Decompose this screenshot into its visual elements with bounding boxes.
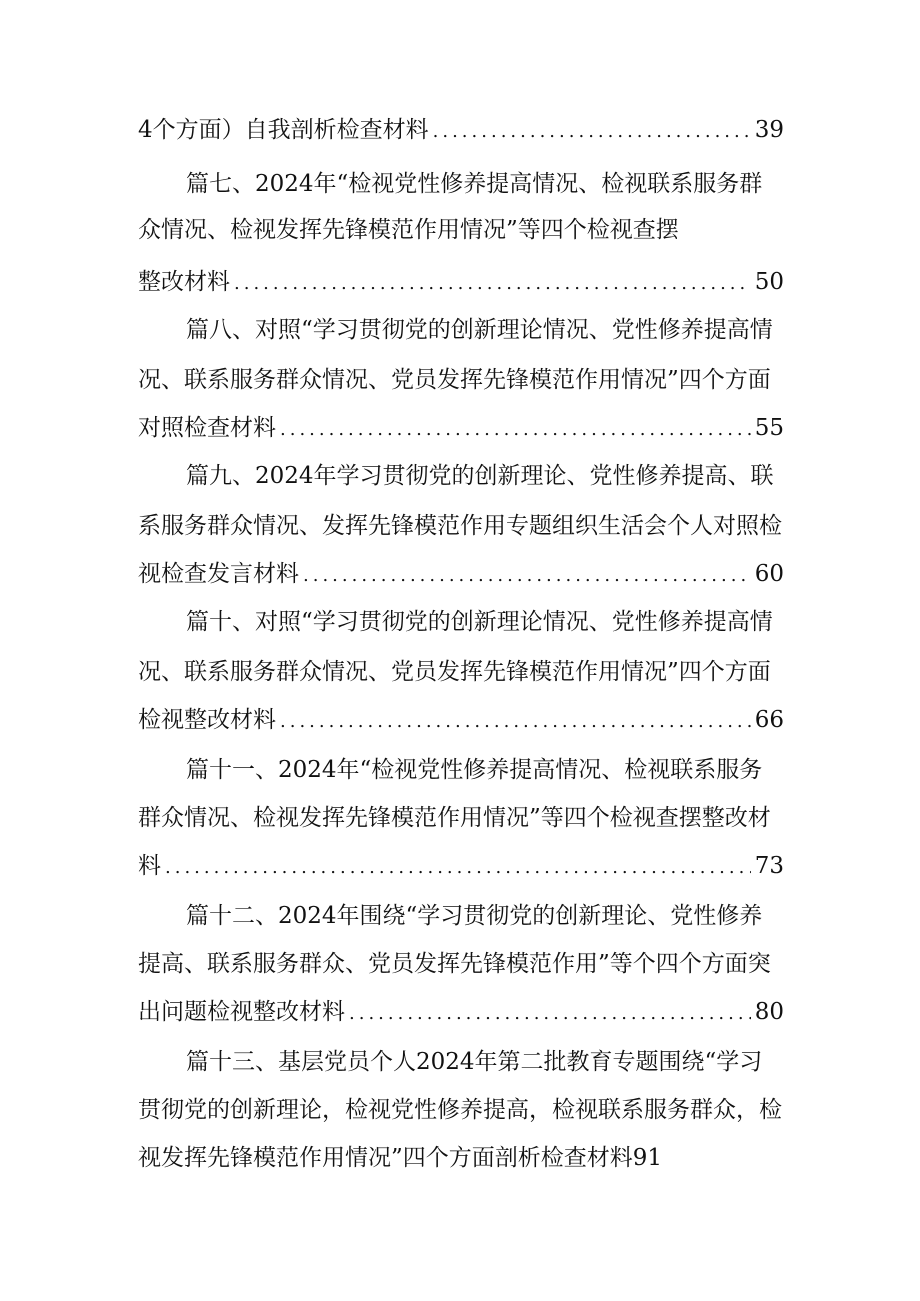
page-number: 73: [754, 853, 784, 879]
toc-line[interactable]: 篇九、2024年学习贯彻党的创新理论、党性修养提高、联: [186, 463, 774, 489]
toc-entry-11-end[interactable]: [138, 850, 784, 882]
toc-entry-12-end[interactable]: [138, 996, 784, 1028]
toc-line[interactable]: 篇十二、2024年围绕“学习贯彻党的创新理论、党性修养: [186, 903, 763, 929]
toc-line[interactable]: 况、联系服务群众情况、党员发挥先锋模范作用情况”四个方面: [138, 367, 771, 393]
dot-leader: [234, 268, 751, 298]
toc-line-text: 出问题检视整改材料: [138, 999, 345, 1025]
toc-entry-6-end[interactable]: [138, 114, 784, 146]
toc-line[interactable]: 篇十一、2024年“检视党性修养提高情况、检视联系服务: [186, 757, 763, 783]
toc-line[interactable]: 况、联系服务群众情况、党员发挥先锋模范作用情况”四个方面: [138, 659, 771, 685]
page-number: 66: [754, 707, 784, 733]
toc-line-text: 料: [138, 853, 161, 879]
toc-line[interactable]: 篇七、2024年“检视党性修养提高情况、检视联系服务群: [186, 171, 763, 197]
dot-leader: [433, 116, 751, 146]
dot-leader: [165, 852, 751, 882]
toc-entry-10-end[interactable]: [138, 704, 784, 736]
toc-line[interactable]: 篇八、对照“学习贯彻党的创新理论情况、党性修养提高情: [186, 317, 773, 343]
dot-leader: [280, 414, 751, 444]
page-number: 80: [754, 999, 784, 1025]
toc-line[interactable]: 提高、联系服务群众、党员发挥先锋模范作用”等个四个方面突: [138, 951, 771, 977]
toc-line[interactable]: 群众情况、检视发挥先锋模范作用情况”等四个检视查摆整改材: [138, 805, 771, 831]
page-number: 55: [754, 415, 784, 441]
page-number: 60: [754, 561, 784, 587]
dot-leader: [349, 998, 751, 1028]
toc-line[interactable]: 系服务群众情况、发挥先锋模范作用专题组织生活会个人对照检: [138, 513, 782, 539]
toc-line[interactable]: 众情况、检视发挥先锋模范作用情况”等四个检视查摆: [138, 217, 679, 243]
toc-line[interactable]: 视发挥先锋模范作用情况”四个方面剖析检查材料91: [138, 1145, 663, 1171]
toc-entry-9-end[interactable]: [138, 558, 784, 590]
toc-line-text: 检视整改材料: [138, 707, 276, 733]
page-number: 39: [754, 117, 784, 143]
toc-line-text: 视检查发言材料: [138, 561, 299, 587]
toc-line[interactable]: 篇十三、基层党员个人2024年第二批教育专题围绕“学习: [186, 1049, 763, 1075]
toc-entry-8-end[interactable]: [138, 412, 784, 444]
toc-line-text: 4个方面）自我剖析检查材料: [138, 117, 429, 143]
toc-line[interactable]: 篇十、对照“学习贯彻党的创新理论情况、党性修养提高情: [186, 609, 773, 635]
dot-leader: [280, 706, 751, 736]
toc-line-text: 对照检查材料: [138, 415, 276, 441]
toc-entry-7-end[interactable]: [138, 266, 784, 298]
dot-leader: [303, 560, 751, 590]
toc-line[interactable]: 贯彻党的创新理论，检视党性修养提高，检视联系服务群众，检: [138, 1097, 782, 1123]
toc-line-text: 整改材料: [138, 269, 230, 295]
page-number: 50: [754, 269, 784, 295]
